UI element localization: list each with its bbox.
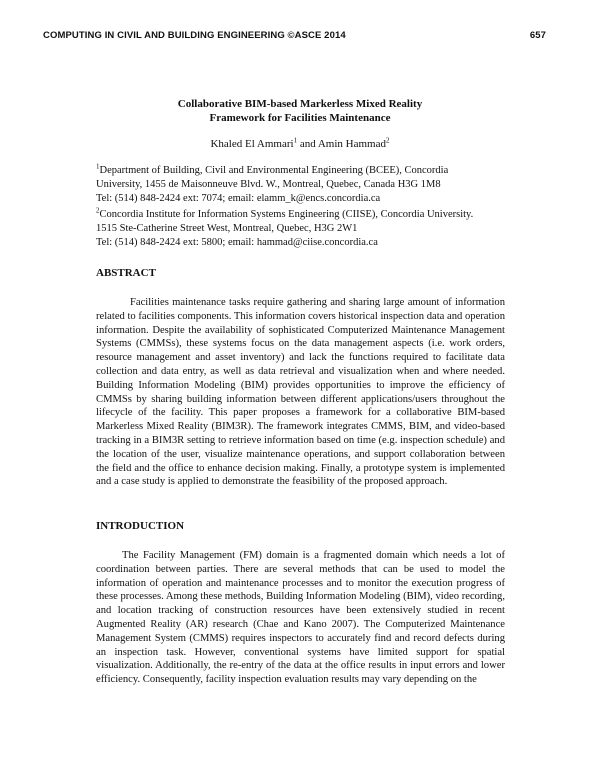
affiliation-block xyxy=(96,208,514,250)
abstract-paragraph: Facilities maintenance tasks require gathering and sharing large amount of information related to facilities components. This information covers historical inspection data and operation information. Despite the availability of sophisticated Computerized Maintenance Management Systems (CMMSs), these systems focus on the data management aspects (i.e. work orders, resource management and asset inventory) and lack the functions required to facilitate data collection and data entry, as well as data retrieval and visualization when and where needed. Building Information Modeling (BIM) provides opportunities to improve the efficiency of CMMSs by sharing building information between different applications/users throughout the lifecycle of the facility. This paper proposes a framework for a collaborative BIM-based Markerless Mixed Reality (BIM3R). The framework integrates CMMS, BIM, and video-based tracking in a BIM3R setting to retrieve information based on time (e.g. inspection schedule) and the location of the user, visualize maintenance operations, and support collaboration between the field and the office to enhance decision making. Finally, a prototype system is implemented and a case study is applied to demonstrate the feasibility of the proposed approach. xyxy=(96,297,505,488)
title-line: Framework for Facilities Maintenance xyxy=(209,112,391,124)
affiliation-line: Tel: (514) 848-2424 ext: 5800; email: hammad@ciise.concordia.ca xyxy=(96,237,378,248)
affiliation-line: University, 1455 de Maisonneuve Blvd. W., Montreal, Quebec, Canada H3G 1M8 xyxy=(96,179,441,190)
affiliation-line: 1515 Ste-Catherine Street West, Montreal, Quebec, H3G 2W1 xyxy=(96,223,358,234)
journal-name: COMPUTING IN CIVIL AND BUILDING ENGINEERING ©ASCE 2014 xyxy=(43,30,346,41)
affiliation-text: Department of Building, Civil and Environmental Engineering (BCEE), Concordia xyxy=(99,165,449,176)
page-number: 657 xyxy=(529,30,546,41)
affiliation-marker: 2 xyxy=(386,136,390,145)
title-line: Collaborative BIM-based Markerless Mixed Reality xyxy=(177,98,423,110)
author-name: Amin Hammad xyxy=(317,138,386,150)
affiliation-marker: 1 xyxy=(293,136,298,145)
affiliation-line xyxy=(96,164,514,178)
affiliation-marker: 1 xyxy=(96,162,100,171)
paper-title xyxy=(96,97,504,125)
abstract-heading: ABSTRACT xyxy=(96,267,156,279)
introduction-paragraph: The Facility Management (FM) domain is a fragmented domain which needs a lot of coordination between parties. There are several methods that can be used to model the information of operation and maintenance processes and to monitor the execution progress of these processes. Among these methods, Building Information Modeling (BIM), video recording, and location tracking of construction resources have been extensively studied in recent Augmented Reality (AR) research (Chae and Kano 2007). The Computerized Maintenance Management System (CMMS) requires inspectors to accurately find and record defects during an inspection task. However, conventional systems have limited support for spatial visualization. Additionally, the re-entry of the data at the office results in input errors and lower efficiency. Consequently, facility inspection evaluation results may vary depending on the xyxy=(96,550,505,686)
affiliation-marker: 2 xyxy=(96,206,100,215)
author-list xyxy=(96,138,504,150)
affiliation-block xyxy=(96,164,514,206)
introduction-heading: INTRODUCTION xyxy=(96,520,185,532)
affiliation-text: Concordia Institute for Information Systems Engineering (CIISE), Concordia University. xyxy=(99,209,474,220)
affiliation-line xyxy=(96,208,514,222)
running-header xyxy=(43,30,546,41)
affiliation-line: Tel: (514) 848-2424 ext: 7074; email: elamm_k@encs.concordia.ca xyxy=(96,193,381,204)
author-conjunction: and xyxy=(297,138,318,150)
author-name: Khaled El Ammari xyxy=(210,138,294,150)
